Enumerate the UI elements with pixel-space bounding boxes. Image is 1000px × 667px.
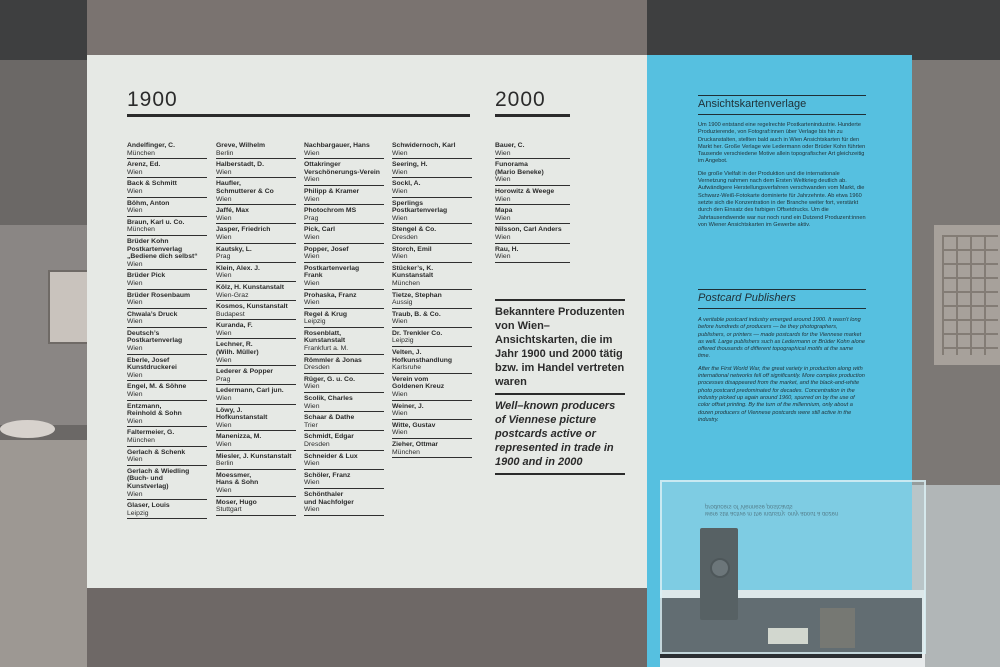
producer-name: Schaar & Dathe <box>304 414 355 422</box>
producer-name: Rüger, G. u. Co. <box>304 375 355 383</box>
producer-name: Eberle, Josef Kunstdruckerei <box>127 356 177 372</box>
producer-city: Wien <box>304 299 320 307</box>
producer-entry <box>495 140 570 159</box>
producer-entry <box>392 224 472 243</box>
glass-reflection: were still active in the industry. only about a dozen producers of Viennese postcards <box>705 503 839 516</box>
producer-entry <box>127 328 207 355</box>
heading-rule-bottom <box>495 473 625 475</box>
producer-name: Postkartenverlag Frank <box>304 264 360 280</box>
german-paragraph-1: Um 1900 entstand eine regelrechte Postkartenindustrie. Hunderte Produzierende, von Fotograf:innen über Verlage bis hin zu Druckanstalten, stellten bald auch in Wien Ansichtskarten für den Markt her. Große Verlage wie Ledermann oder Brüder Kohn führten Tausende verschiedene Motive allein topografischer Art gleichzeitig im Angebot. <box>698 122 866 165</box>
producer-name: Römmler & Jonas <box>304 356 362 364</box>
producer-entry <box>495 224 570 243</box>
producer-city: Wien <box>392 149 408 157</box>
producer-city: Wien <box>127 417 143 425</box>
producer-entry <box>216 366 296 385</box>
producer-name: Lederer & Popper <box>216 368 274 376</box>
year-2000-rule <box>495 114 570 117</box>
producer-city: Wien <box>127 187 143 195</box>
year-1900-rule <box>127 114 470 117</box>
producer-entry <box>127 198 207 217</box>
producer-name: Andelfinger, C. <box>127 142 175 149</box>
blue-panel-title-english: Postcard Publishers <box>698 292 796 304</box>
producer-entry <box>304 224 384 243</box>
year-2000-heading: 2000 <box>495 88 546 111</box>
producer-entry <box>216 140 296 159</box>
producer-entry <box>127 217 207 236</box>
producer-entry <box>304 431 384 450</box>
producer-city: Wien <box>216 214 232 222</box>
producer-city: Leipzig <box>392 337 414 345</box>
producer-entry <box>392 140 472 159</box>
producer-city: Wien <box>127 490 143 498</box>
producer-entry <box>392 309 472 328</box>
producer-name: Popper, Josef <box>304 245 349 253</box>
producer-city: Wien <box>392 214 408 222</box>
producer-city: München <box>392 448 420 456</box>
producer-entry <box>216 301 296 320</box>
producer-name: Glaser, Louis <box>127 502 170 510</box>
producer-city: Wien <box>392 391 408 399</box>
producer-city: Wien <box>392 410 408 418</box>
producer-city: Wien <box>304 176 320 184</box>
producer-name: Schöler, Franz <box>304 471 351 479</box>
producer-name: Kautsky, L. <box>216 245 252 253</box>
producer-city: Wien <box>495 195 511 203</box>
producer-entry <box>304 263 384 290</box>
producer-name: Dr. Trenkler Co. <box>392 329 443 337</box>
producer-city: Wien <box>304 383 320 391</box>
producer-entry <box>495 244 570 263</box>
producer-entry <box>216 263 296 282</box>
producer-entry <box>392 347 472 374</box>
producer-city: Stuttgart <box>216 506 242 514</box>
producer-entry <box>304 244 384 263</box>
producer-name: Funorama (Mario Beneke) <box>495 161 544 176</box>
producer-city: Wien <box>127 456 143 464</box>
producer-entry <box>127 466 207 500</box>
producer-name: Brüder Kohn Postkartenverlag „Bediene dich selbst“ <box>127 237 198 261</box>
producer-city: Wien <box>216 441 232 448</box>
producer-city: Wien <box>392 168 408 176</box>
producer-city: Wien <box>304 233 320 241</box>
producer-entry <box>304 374 384 393</box>
producer-name: Moessmer, Hans & Sohn <box>216 471 259 487</box>
producer-entry <box>127 500 207 519</box>
blue-title-rule-top <box>698 95 866 96</box>
list-2000-column <box>495 140 570 263</box>
producer-name: Miesler, J. Kunstanstalt <box>216 452 292 460</box>
producer-entry <box>216 385 296 404</box>
producer-name: Witte, Gustav <box>392 421 436 429</box>
producer-entry <box>127 447 207 466</box>
producer-name: Braun, Karl u. Co. <box>127 218 185 226</box>
producer-city: Trier <box>304 421 318 429</box>
producer-entry <box>216 405 296 432</box>
producer-city: Wien <box>216 329 232 337</box>
producer-city: Budapest <box>216 310 245 318</box>
heading-german: Bekanntere Produzenten von Wien–Ansichtskarten, die im Jahr 1900 und 2000 tätig bzw. im Handel vertreten waren <box>495 306 625 388</box>
producer-city: Wien <box>127 345 143 353</box>
producer-city: Wien <box>304 195 320 203</box>
producer-entry <box>392 328 472 347</box>
producer-name: Chwala’s Druck <box>127 310 178 318</box>
producer-entry <box>216 470 296 497</box>
producer-city: München <box>127 437 155 444</box>
producer-city: Wien <box>216 195 232 203</box>
blue-title-en-rule-top <box>698 289 866 290</box>
producer-city: Berlin <box>216 460 234 468</box>
producer-city: München <box>127 226 155 234</box>
producer-name: Moser, Hugo <box>216 498 257 506</box>
producer-entry <box>304 159 384 186</box>
producer-name: Deutsch’s Postkartenverlag <box>127 329 183 345</box>
producer-entry <box>392 290 472 309</box>
producer-name: Kuranda, F. <box>216 322 253 330</box>
producer-name: Jasper, Friedrich <box>216 226 271 234</box>
producer-city: Prag <box>304 214 319 222</box>
producer-city: Wien <box>127 318 143 326</box>
producer-name: Back & Schmitt <box>127 180 177 188</box>
producer-entry <box>304 140 384 159</box>
producer-city: Dresden <box>304 441 330 448</box>
producer-city: Wien <box>127 168 143 176</box>
producer-name: Schmidt, Edgar <box>304 433 354 441</box>
producer-name: Manenizza, M. <box>216 433 262 441</box>
producer-entry <box>304 309 384 328</box>
producer-entry <box>216 205 296 224</box>
producer-name: Zieher, Ottmar <box>392 441 439 448</box>
producer-entry <box>304 470 384 489</box>
producer-city: Wien <box>216 233 232 241</box>
producer-entry <box>304 205 384 224</box>
producer-name: Philipp & Kramer <box>304 187 360 195</box>
producer-name: Bauer, C. <box>495 142 525 149</box>
producer-city: Wien <box>216 168 232 176</box>
producer-city: München <box>392 279 420 287</box>
producer-entry <box>495 186 570 205</box>
producer-city: Wien <box>304 279 320 287</box>
producer-name: Scolik, Charles <box>304 395 353 403</box>
producer-name: Regel & Krug <box>304 310 348 318</box>
producer-entry <box>127 270 207 289</box>
producer-name: Lechner, R. (Wilh. Müller) <box>216 341 259 357</box>
heading-english: Well–known producers of Viennese picture postcards active or represented in trade in 1900 and in 2000 <box>495 400 616 468</box>
producer-name: Arenz, Ed. <box>127 161 161 169</box>
producer-entry <box>392 178 472 197</box>
producer-entry <box>495 205 570 224</box>
producer-name: Photochrom MS <box>304 207 357 215</box>
producer-entry <box>216 339 296 366</box>
producer-name: Halberstadt, D. <box>216 161 264 169</box>
producer-name: Nilsson, Carl Anders <box>495 226 562 234</box>
producer-city: Berlin <box>216 149 234 157</box>
english-paragraph-1: A veritable postcard industry emerged around 1900. It wasn’t long before hundreds of producers — be they photographers, publishers, or printers — made postcards for the Viennese market as well. Large publishers such as Ledermann or Brüder Kohn alone offered thousands of different topographical motifs at the same time. <box>698 317 865 360</box>
heading-rule-top <box>495 299 625 301</box>
producer-entry <box>216 224 296 243</box>
producer-name: Böhm, Anton <box>127 199 170 207</box>
producer-entry <box>216 431 296 450</box>
list-1900-column-3 <box>304 140 384 516</box>
producer-name: Brüder Rosenbaum <box>127 291 191 299</box>
producer-name: Seering, H. <box>392 161 428 169</box>
producer-name: Horowitz & Weege <box>495 187 555 195</box>
producer-city: München <box>127 149 155 157</box>
producer-name: Schönthaler und Nachfolger <box>304 490 354 506</box>
producer-name: Engel, M. & Söhne <box>127 383 187 391</box>
producer-name: Stengel & Co. <box>392 226 437 234</box>
producer-name: Brüder Pick <box>127 272 166 280</box>
producer-name: Löwy, J. Hofkunstanstalt <box>216 406 268 422</box>
list-heading <box>495 295 625 479</box>
producer-entry <box>304 290 384 309</box>
producer-city: Wien <box>495 253 511 261</box>
producer-entry <box>216 244 296 263</box>
producer-entry <box>304 451 384 470</box>
producer-city: Wien <box>216 356 232 364</box>
producer-city: Wien <box>304 460 320 468</box>
blue-title-en-rule-bottom <box>698 308 866 309</box>
postcard-display-frame <box>48 270 92 344</box>
producer-entry <box>392 420 472 439</box>
producer-city: Dresden <box>304 364 330 372</box>
producer-name: Greve, Wilhelm <box>216 142 266 149</box>
producer-entry <box>127 401 207 428</box>
producer-entry <box>127 355 207 382</box>
producer-city: Wien <box>216 395 232 403</box>
producer-name: Sperlings Postkartenverlag <box>392 199 448 215</box>
producer-entry <box>304 412 384 431</box>
producer-city: Wien <box>304 149 320 157</box>
producer-city: Wien <box>495 176 511 184</box>
producer-city: Wien <box>127 391 143 399</box>
producer-name: Pick, Carl <box>304 226 335 234</box>
producer-name: Stücker’s, K. Kunstanstalt <box>392 264 434 280</box>
producer-name: Tietze, Stephan <box>392 291 442 299</box>
producer-entry <box>216 159 296 178</box>
pillar-base <box>87 588 647 667</box>
producer-city: Wien <box>304 506 320 514</box>
gallery-floor <box>0 440 90 667</box>
english-paragraph-2: After the First World War, the great variety in production along with international networks fell off significantly. More complex production processes disappeared from the market, and the black-and-white photo postcard predominated for decades. Concentration in the industry picked up again around 1960, spurred on by the use of color offset printing. By the turn of the millennium, only about a dozen producers of Viennese postcards were still active in the industry. <box>698 365 865 423</box>
producer-name: Rosenblatt, Kunstanstalt <box>304 329 346 345</box>
producer-name: Kölz, H. Kunstanstalt <box>216 283 284 291</box>
producer-name: Sockl, A. <box>392 180 421 188</box>
producer-entry <box>127 427 207 446</box>
producer-city: Karlsruhe <box>392 364 422 372</box>
producer-city: Wien <box>127 299 143 307</box>
producer-name: Faltermeier, G. <box>127 429 175 437</box>
producer-name: Storch, Emil <box>392 245 432 253</box>
producer-city: Wien <box>127 207 143 215</box>
producer-entry <box>127 309 207 328</box>
producer-name: Entzmann, Reinhold & Sohn <box>127 402 182 418</box>
producer-entry <box>127 290 207 309</box>
producer-city: Prag <box>216 375 231 383</box>
producer-name: Velten, J. Hofkunsthandlung <box>392 349 453 364</box>
producer-city: Wien <box>495 214 511 222</box>
producer-city: Wien <box>127 371 143 379</box>
producer-name: Ledermann, Carl jun. <box>216 387 284 395</box>
producer-city: Wien <box>304 479 320 487</box>
producer-name: Schwidernoch, Karl <box>392 142 456 149</box>
producer-city: Wien <box>392 318 408 326</box>
producer-name: Traub, B. & Co. <box>392 310 441 318</box>
producer-entry <box>127 140 207 159</box>
producer-city: Wien-Graz <box>216 291 249 299</box>
producer-entry <box>216 320 296 339</box>
year-1900-heading: 1900 <box>127 88 178 111</box>
producer-entry <box>127 159 207 178</box>
producer-entry <box>304 355 384 374</box>
blue-panel-text-english <box>698 317 866 429</box>
producer-name: Haufler, Schmutterer & Co <box>216 180 274 195</box>
producer-name: Gerlach & Wiedling (Buch- und Kunstverlag) <box>127 467 190 490</box>
producer-entry <box>392 198 472 225</box>
producer-name: Klein, Alex. J. <box>216 264 260 272</box>
list-1900-column-4 <box>392 140 472 458</box>
producer-name: Ottakringer Verschönerungs-Verein <box>304 161 380 176</box>
producer-city: Wien <box>216 421 232 429</box>
producer-name: Prohaska, Franz <box>304 291 357 299</box>
producer-entry <box>392 374 472 401</box>
producer-city: Frankfurt a. M. <box>304 345 349 353</box>
list-1900-column-1 <box>127 140 207 519</box>
display-table <box>0 420 55 438</box>
postcard-grid <box>942 235 998 355</box>
producer-city: Prag <box>216 253 231 261</box>
producer-entry <box>392 401 472 420</box>
blue-panel-title-german: Ansichtskartenverlage <box>698 98 807 110</box>
producer-city: Wien <box>127 260 143 268</box>
producer-city: Wien <box>392 253 408 261</box>
blue-title-rule-bottom <box>698 114 866 115</box>
heading-rule-middle <box>495 393 625 395</box>
producer-entry <box>304 393 384 412</box>
producer-entry <box>392 263 472 290</box>
blue-panel-text-german <box>698 122 866 234</box>
producer-entry <box>216 497 296 516</box>
producer-city: Wien <box>304 253 320 261</box>
producer-entry <box>392 439 472 458</box>
producer-name: Nachbargauer, Hans <box>304 142 370 149</box>
producer-name: Rau, H. <box>495 245 519 253</box>
producer-entry <box>304 328 384 355</box>
producer-entry <box>392 159 472 178</box>
german-paragraph-2: Die große Vielfalt in der Produktion und die internationale Vernetzung nahmen nach dem Ersten Weltkrieg deutlich ab. Aufwändigere Herstellungsverfahren verschwanden vom Markt, die Schwarz-Weiß-Fotokarte dominierte für Jahrzehnte. Ab etwa 1960 setzte sich die Konzentration in der Branche weiter fort, verstärkt durch den Einsatz des farbigen Offsetdrucks. Um die Jahrtausendwende war nur noch rund ein Dutzend Produzent:innen von Wiener Ansichtskarten im Gewerbe aktiv. <box>698 170 866 228</box>
producer-entry <box>216 451 296 470</box>
producer-city: Wien <box>392 187 408 195</box>
producer-city: Aussig <box>392 299 413 307</box>
producer-city: Wien <box>216 486 232 494</box>
producer-entry <box>216 282 296 301</box>
producer-city: Wien <box>392 429 408 437</box>
producer-entry <box>127 236 207 270</box>
producer-entry <box>127 178 207 197</box>
producer-name: Verein vom Goldenen Kreuz <box>392 375 445 391</box>
producer-city: Wien <box>495 233 511 241</box>
producer-city: Wien <box>304 402 320 410</box>
producer-entry <box>216 178 296 205</box>
producer-city: Wien <box>216 272 232 280</box>
producer-entry <box>304 186 384 205</box>
producer-name: Mapa <box>495 207 513 215</box>
producer-entry <box>304 489 384 516</box>
producer-city: Leipzig <box>127 509 149 517</box>
producer-city: Leipzig <box>304 318 326 326</box>
producer-name: Schneider & Lux <box>304 452 358 460</box>
producer-name: Gerlach & Schenk <box>127 448 186 456</box>
producer-name: Weiner, J. <box>392 402 424 410</box>
producer-name: Jaffé, Max <box>216 207 249 215</box>
producer-city: Dresden <box>392 233 418 241</box>
list-1900-column-2 <box>216 140 296 516</box>
producer-name: Kosmos, Kunstanstalt <box>216 303 288 311</box>
producer-city: Wien <box>127 279 143 287</box>
background-room-left <box>0 60 90 667</box>
producer-entry <box>127 381 207 400</box>
producer-entry <box>495 159 570 186</box>
producer-entry <box>392 244 472 263</box>
producer-city: Wien <box>495 149 511 157</box>
